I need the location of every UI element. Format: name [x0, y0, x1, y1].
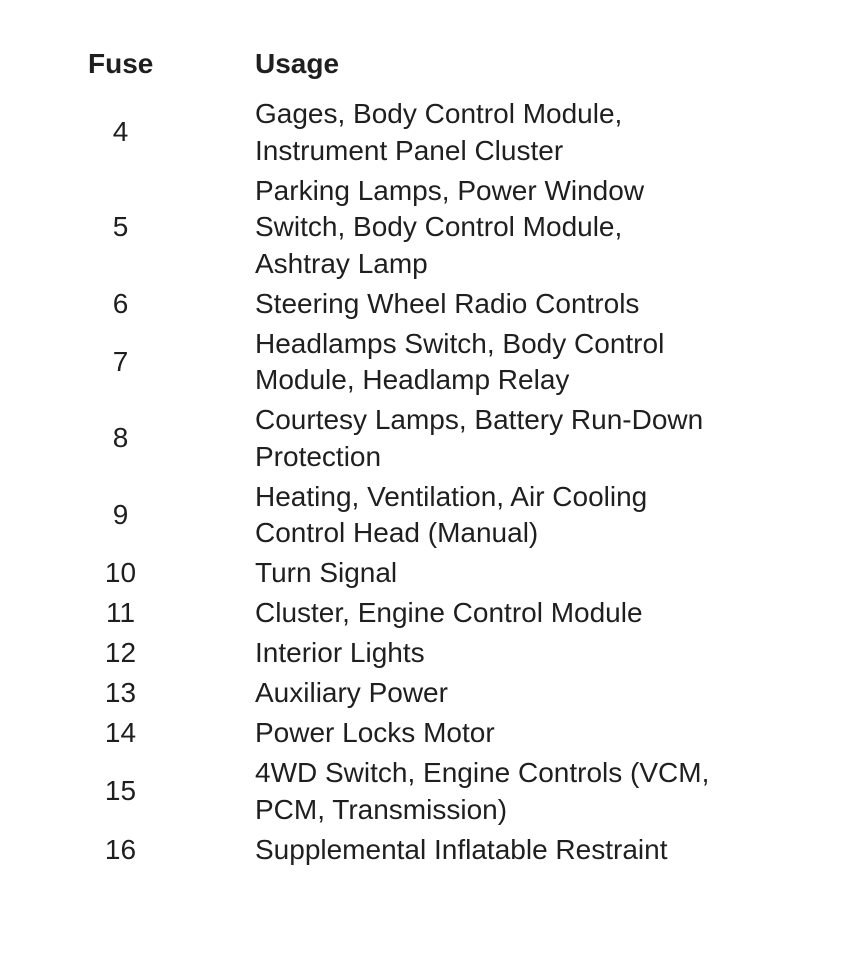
usage-line: Ashtray Lamp	[255, 247, 428, 279]
fuse-number: 7	[112, 345, 129, 377]
table-row	[60, 715, 780, 755]
usage-line: Headlamps Switch, Body Control	[255, 327, 665, 359]
fuse-usage	[255, 755, 780, 832]
fuse-usage	[255, 96, 780, 173]
table-row	[60, 635, 780, 675]
usage-line: Control Head (Manual)	[255, 517, 539, 548]
fuse-usage	[255, 173, 780, 286]
fuse-number: 11	[105, 597, 136, 628]
fuse-usage	[255, 286, 780, 326]
table-row	[60, 286, 780, 326]
fuse-usage	[255, 595, 780, 635]
usage-line: Supplemental Inflatable Restraint	[255, 833, 668, 865]
table-row	[60, 96, 780, 173]
table-row	[60, 595, 780, 635]
usage-line: Power Locks Motor	[255, 717, 495, 748]
usage-line: Auxiliary Power	[255, 677, 448, 708]
fuse-usage	[255, 715, 780, 755]
usage-line: Steering Wheel Radio Controls	[255, 287, 640, 319]
fuse-usage	[255, 635, 780, 675]
fuse-number: 9	[112, 498, 129, 530]
usage-line: Protection	[255, 440, 382, 472]
table-body	[60, 96, 780, 872]
fuse-number: 5	[112, 211, 129, 242]
fuse-usage	[255, 326, 780, 403]
fuse-usage-table	[60, 44, 780, 872]
fuse-usage	[255, 402, 780, 479]
table-row	[60, 555, 780, 595]
table-row	[60, 173, 780, 286]
column-header-usage: Usage	[255, 48, 340, 79]
usage-line: Parking Lamps, Power Window	[255, 174, 645, 206]
usage-line: Interior Lights	[255, 637, 425, 668]
usage-line: Cluster, Engine Control Module	[255, 597, 643, 628]
table-row	[60, 402, 780, 479]
fuse-number: 15	[104, 775, 137, 807]
usage-line: Turn Signal	[255, 557, 398, 588]
header-row	[60, 44, 780, 96]
usage-line: Switch, Body Control Module,	[255, 211, 623, 242]
usage-line: 4WD Switch, Engine Controls (VCM,	[255, 757, 710, 788]
fuse-usage	[255, 832, 780, 872]
usage-line: PCM, Transmission)	[255, 793, 508, 825]
usage-line: Courtesy Lamps, Battery Run-Down	[255, 404, 704, 435]
fuse-number: 6	[112, 287, 129, 319]
column-header-fuse: Fuse	[88, 48, 154, 79]
table-row	[60, 479, 780, 556]
fuse-number: 14	[104, 717, 137, 748]
table-row	[60, 675, 780, 715]
fuse-number: 8	[112, 422, 129, 454]
fuse-usage	[255, 555, 780, 595]
table-row	[60, 832, 780, 872]
usage-line: Module, Headlamp Relay	[255, 364, 570, 395]
fuse-usage	[255, 479, 780, 556]
fuse-number: 12	[104, 637, 137, 668]
fuse-number: 4	[112, 116, 129, 148]
usage-line: Heating, Ventilation, Air Cooling	[255, 480, 648, 512]
table-header	[60, 44, 780, 96]
fuse-number: 16	[104, 833, 137, 865]
table-row	[60, 326, 780, 403]
usage-line: Instrument Panel Cluster	[255, 134, 564, 166]
table-row	[60, 755, 780, 832]
fuse-number: 10	[104, 557, 137, 588]
fuse-usage	[255, 675, 780, 715]
usage-line: Gages, Body Control Module,	[255, 98, 623, 129]
fuse-number: 13	[104, 677, 137, 708]
